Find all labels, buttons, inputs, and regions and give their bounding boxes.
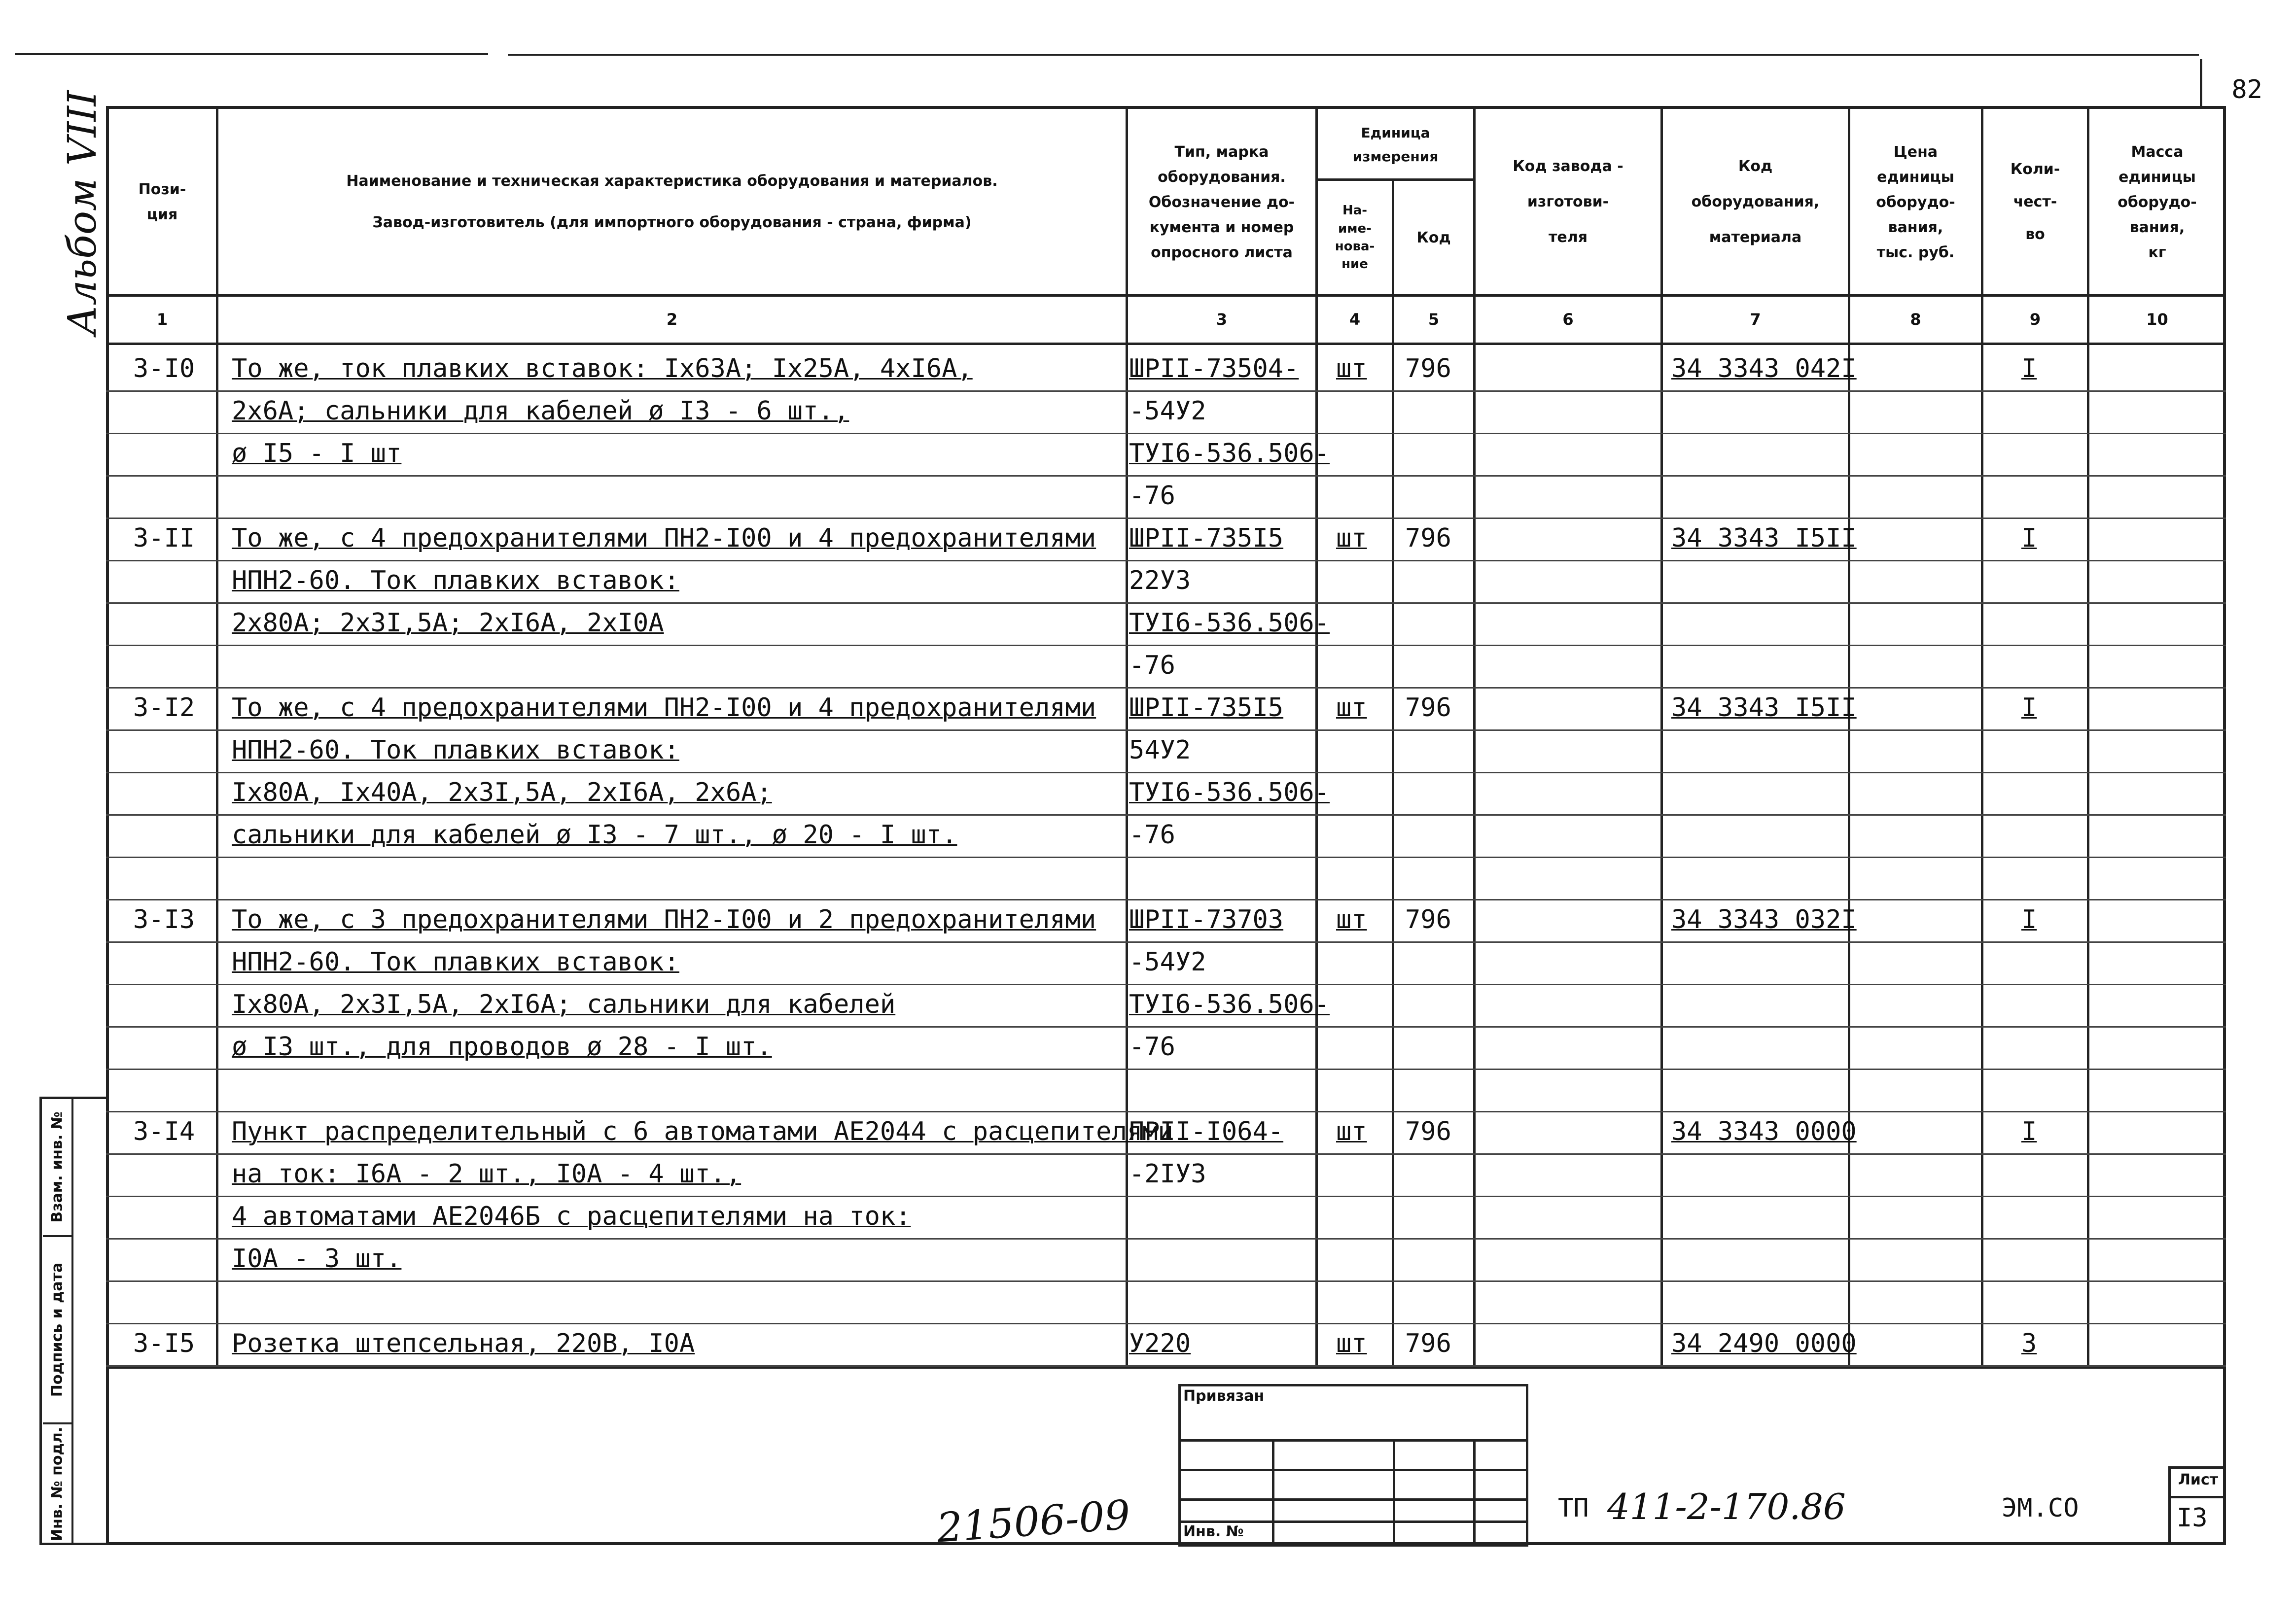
colnum-9: 9 <box>2029 310 2041 329</box>
colnum-6: 6 <box>1562 310 1574 329</box>
header-mass: Масса единицы оборудо- вания, кг <box>2118 143 2197 261</box>
row-type-line: -2IУ3 <box>1129 1159 1206 1189</box>
row-line <box>106 1111 2226 1112</box>
row-type-line: -76 <box>1129 481 1175 511</box>
row-description-line: сальники для кабелей ø I3 - 7 шт., ø 20 - I шт. <box>232 820 957 850</box>
row-line <box>106 1196 2226 1197</box>
row-type-line: -76 <box>1129 820 1175 850</box>
row-quantity: I <box>2021 354 2037 383</box>
row-type-line: -76 <box>1129 1032 1175 1062</box>
row-description-line: Розетка штепсельная, 220В, I0А <box>232 1329 695 1358</box>
row-position: 3-I2 <box>133 693 195 723</box>
row-line <box>106 984 2226 985</box>
top-rule-left <box>15 53 488 55</box>
sheet-value: I3 <box>2177 1503 2208 1533</box>
row-unit: шт <box>1336 354 1367 383</box>
header-unit-code: Код <box>1416 229 1451 246</box>
row-line <box>106 941 2226 943</box>
row-unit: шт <box>1336 523 1367 553</box>
sheet-box-line <box>2168 1496 2226 1498</box>
row-line <box>106 1323 2226 1324</box>
row-type-line: -54У2 <box>1129 947 1206 977</box>
colnum-1: 1 <box>156 310 168 329</box>
row-description-line: Iх80А, 2х3I,5А, 2хI6А; сальники для кабелей <box>232 990 896 1019</box>
stamp-sign-date: Подпись и дата <box>43 1237 73 1424</box>
row-line <box>106 687 2226 689</box>
row-unit-code: 796 <box>1405 1117 1451 1146</box>
album-label-area <box>54 90 108 355</box>
row-type-line: ПРII-I064- <box>1129 1117 1284 1146</box>
sheet-number-top: 82 <box>2231 75 2262 104</box>
row-type-line: -76 <box>1129 651 1175 680</box>
row-equipment-code: 34 3343 I5II <box>1671 523 1857 553</box>
row-description-line: НПН2-60. Ток плавких вставок: <box>232 566 679 595</box>
row-description-line: I0А - 3 шт. <box>232 1244 402 1274</box>
col-divider-4 <box>1392 180 1394 1368</box>
row-line <box>106 645 2226 646</box>
top-rule-right <box>508 54 2199 56</box>
row-description-line: То же, ток плавких вставок: Iх63А; Iх25А, 4хI6А, <box>232 354 973 383</box>
header-quantity: Коли- чест- во <box>2010 161 2060 243</box>
row-unit: шт <box>1336 905 1367 934</box>
linked-vline-1 <box>1272 1439 1274 1545</box>
row-description-line: НПН2-60. Ток плавких вставок: <box>232 735 679 765</box>
header-description: Наименование и техническая характеристика оборудования и материалов. Завод-изготовитель (для импортного оборудования - страна, фирма) <box>346 173 998 231</box>
row-type-line: ТУI6-536.506- <box>1129 778 1330 807</box>
colnum-5: 5 <box>1428 310 1440 329</box>
header-unit-name: На- име- нова- ние <box>1335 203 1375 272</box>
row-line <box>106 602 2226 604</box>
row-quantity: I <box>2021 905 2037 934</box>
linked-line-1 <box>1178 1439 1528 1442</box>
row-description-line: ø I3 шт., для проводов ø 28 - I шт. <box>232 1032 772 1062</box>
row-line <box>106 1153 2226 1155</box>
row-quantity: I <box>2021 1117 2037 1146</box>
doc-number: 411-2-170.86 <box>1607 1486 1846 1527</box>
row-type-line: ШРII-735I5 <box>1129 693 1284 723</box>
row-description-line: ø I5 - I шт <box>232 439 402 468</box>
row-description-line: 2х6А; сальники для кабелей ø I3 - 6 шт., <box>232 396 849 426</box>
row-unit-code: 796 <box>1405 693 1451 723</box>
linked-vline-3 <box>1473 1439 1476 1545</box>
linked-line-3 <box>1178 1498 1528 1501</box>
row-type-line: 22У3 <box>1129 566 1191 595</box>
row-equipment-code: 34 3343 042I <box>1671 354 1857 383</box>
side-stamp <box>39 1097 107 1545</box>
row-unit: шт <box>1336 693 1367 723</box>
row-unit: шт <box>1336 1117 1367 1146</box>
row-type-line: ШРII-73703 <box>1129 905 1284 934</box>
row-line <box>106 433 2226 434</box>
row-line <box>106 390 2226 392</box>
row-description-line: Пункт распределительный с 6 автоматами АЕ2044 с расцепителями <box>232 1117 1173 1146</box>
row-line <box>106 857 2226 858</box>
row-position: 3-I3 <box>133 905 195 934</box>
row-position: 3-I4 <box>133 1117 195 1146</box>
colnum-10: 10 <box>2146 310 2168 329</box>
row-equipment-code: 34 3343 I5II <box>1671 693 1857 723</box>
colnum-bottom-line <box>106 343 2226 345</box>
row-unit: шт <box>1336 1329 1367 1358</box>
row-description-line: на ток: I6А - 2 шт., I0А - 4 шт., <box>232 1159 741 1189</box>
row-line <box>106 1069 2226 1070</box>
row-unit-code: 796 <box>1405 905 1451 934</box>
row-line <box>106 560 2226 561</box>
row-position: 3-II <box>133 523 195 553</box>
row-type-line: -54У2 <box>1129 396 1206 426</box>
row-line <box>106 1026 2226 1028</box>
colnum-8: 8 <box>1910 310 1921 329</box>
row-type-line: ШРII-73504- <box>1129 354 1299 383</box>
doc-prefix: ТП <box>1558 1493 1589 1523</box>
row-line <box>106 1238 2226 1240</box>
row-quantity: I <box>2021 523 2037 553</box>
row-line <box>106 899 2226 900</box>
row-line <box>106 814 2226 816</box>
row-description-line: НПН2-60. Ток плавких вставок: <box>232 947 679 977</box>
sheet-label: Лист <box>2178 1471 2219 1488</box>
row-unit-code: 796 <box>1405 1329 1451 1358</box>
colnum-3: 3 <box>1216 310 1228 329</box>
header-price: Цена единицы оборудо- вания, тыс. руб. <box>1876 143 1955 261</box>
row-line <box>106 1280 2226 1282</box>
row-equipment-code: 34 2490 0000 <box>1671 1329 1857 1358</box>
row-type-line: ТУI6-536.506- <box>1129 990 1330 1019</box>
row-description-line: То же, с 3 предохранителями ПН2-I00 и 2 предохранителями <box>232 905 1096 934</box>
row-line <box>106 772 2226 773</box>
row-line <box>106 518 2226 519</box>
colnum-4: 4 <box>1349 310 1361 329</box>
row-description-line: То же, с 4 предохранителями ПН2-I00 и 4 предохранителями <box>232 523 1096 553</box>
linked-vline-2 <box>1393 1439 1395 1545</box>
row-quantity: 3 <box>2021 1329 2037 1358</box>
header-equipment-code: Код оборудования, материала <box>1691 158 1820 246</box>
row-description-line: То же, с 4 предохранителями ПН2-I00 и 4 предохранителями <box>232 693 1096 723</box>
row-equipment-code: 34 3343 032I <box>1671 905 1857 934</box>
album-label: Альбом VIII <box>59 90 105 335</box>
linked-line-2 <box>1178 1469 1528 1471</box>
inv-label: Инв. № <box>1183 1523 1244 1540</box>
row-line <box>106 1365 2226 1367</box>
row-description-line: 4 автоматами АЕ2046Б с расцепителями на ток: <box>232 1202 911 1231</box>
colnum-7: 7 <box>1750 310 1761 329</box>
row-line <box>106 475 2226 477</box>
handwritten-number: 21506-09 <box>935 1491 1132 1552</box>
row-type-line: ТУI6-536.506- <box>1129 439 1330 468</box>
row-type-line: 54У2 <box>1129 735 1191 765</box>
header-position: Пози- ция <box>138 181 186 223</box>
header-type: Тип, марка оборудования. Обозначение до- кумента и номер опросного листа <box>1148 143 1295 261</box>
stamp-replace-inv: Взам. инв. № <box>43 1099 73 1237</box>
row-type-line: ШРII-735I5 <box>1129 523 1284 553</box>
row-description-line: 2х80А; 2х3I,5А; 2хI6А, 2хI0А <box>232 608 664 638</box>
stamp-inv-orig: Инв. № подл. <box>43 1424 73 1545</box>
header-unit-group: Единица измерения <box>1352 124 1439 165</box>
row-equipment-code: 34 3343 0000 <box>1671 1117 1857 1146</box>
row-position: 3-I5 <box>133 1329 195 1358</box>
row-quantity: I <box>2021 693 2037 723</box>
row-type-line: У220 <box>1129 1329 1191 1358</box>
sheet-number-corner <box>2200 59 2271 108</box>
header-factory-code: Код завода - изготови- теля <box>1513 158 1623 246</box>
row-unit-code: 796 <box>1405 354 1451 383</box>
colnum-2: 2 <box>666 310 678 329</box>
row-type-line: ТУI6-536.506- <box>1129 608 1330 638</box>
row-line <box>106 729 2226 731</box>
row-unit-code: 796 <box>1405 523 1451 553</box>
doc-code: ЭМ.СО <box>2002 1493 2079 1523</box>
linked-label: Привязан <box>1183 1387 1265 1405</box>
row-description-line: Iх80А, Iх40А, 2х3I,5А, 2хI6А, 2х6А; <box>232 778 772 807</box>
row-position: 3-I0 <box>133 354 195 383</box>
